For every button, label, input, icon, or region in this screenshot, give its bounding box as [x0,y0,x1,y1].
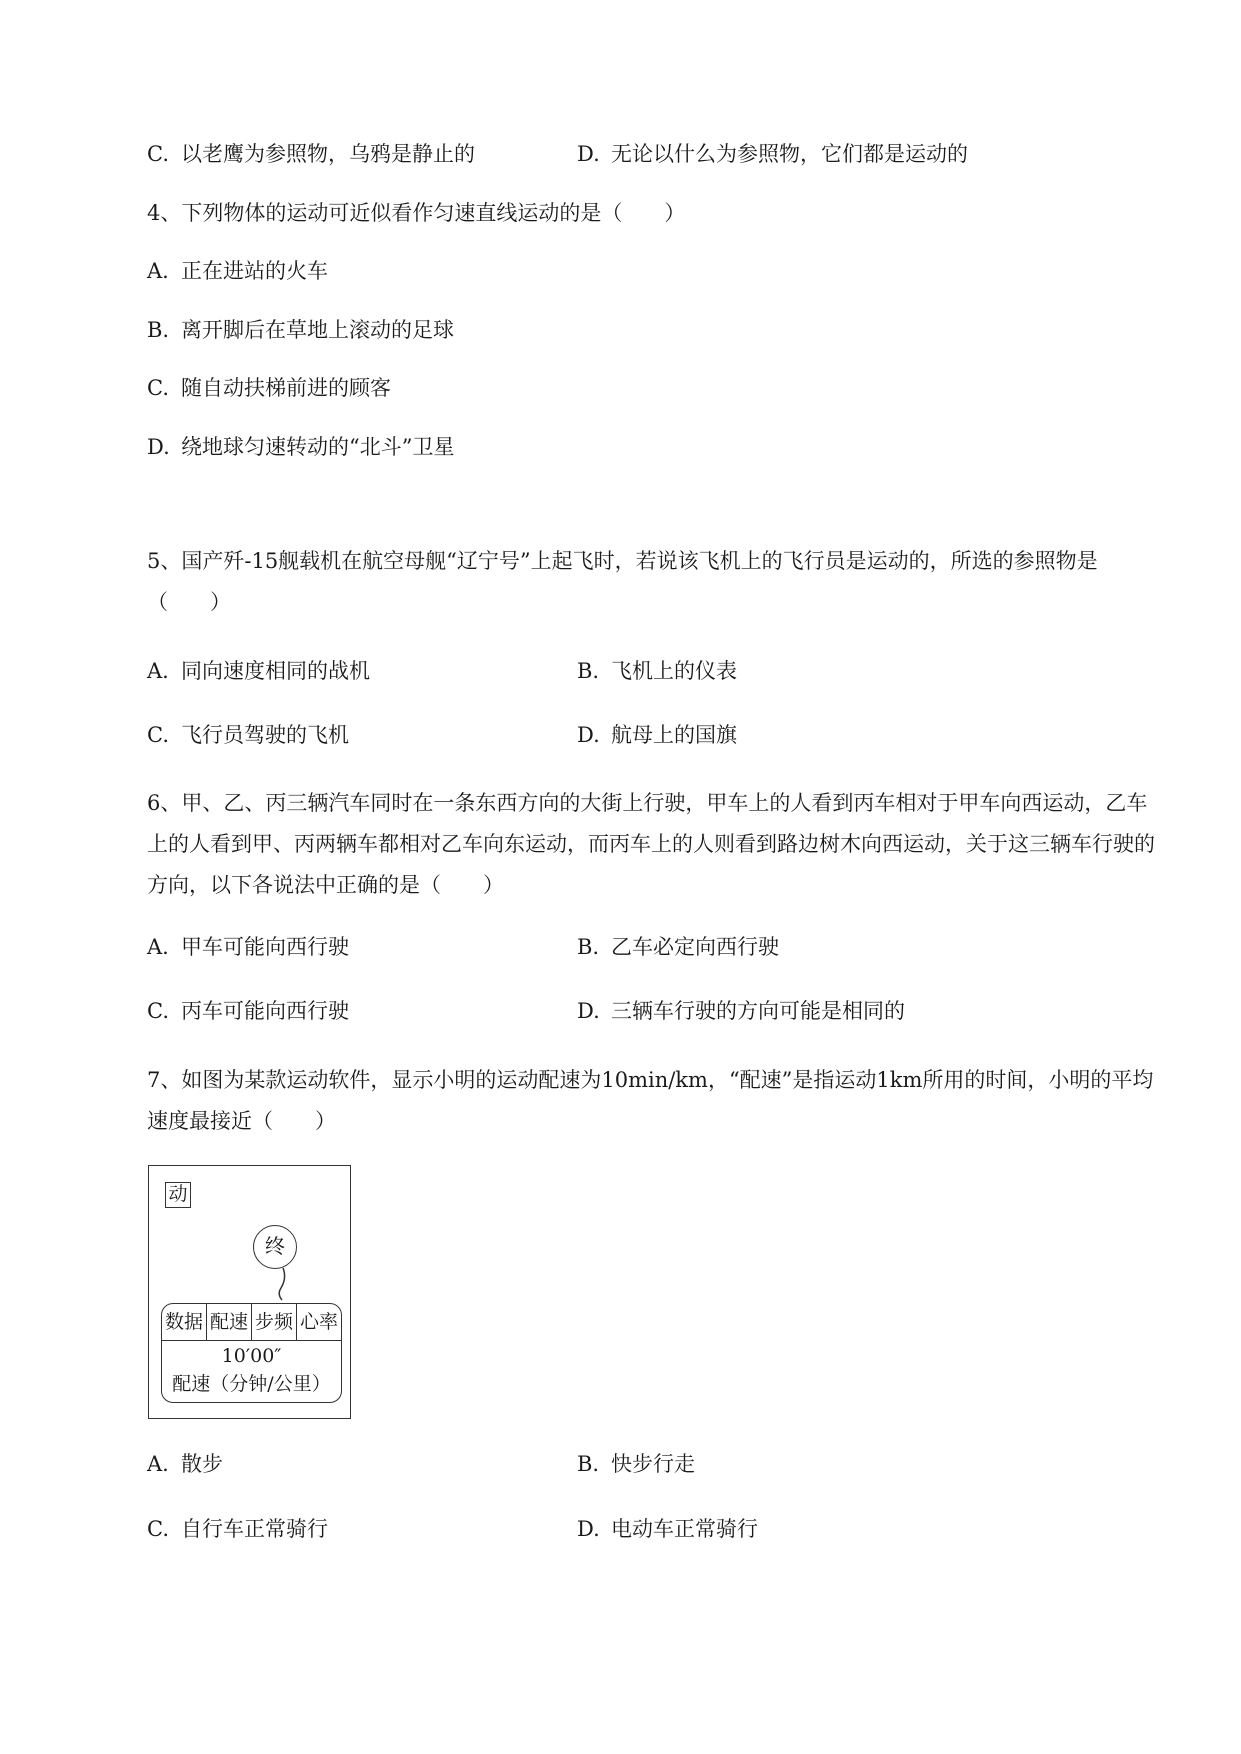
tab-data: 数据 [162,1304,207,1340]
option-letter: C. [147,999,169,1023]
option-letter: A. [147,935,169,959]
option-letter: D. [577,142,600,166]
option-text: 甲车可能向西行驶 [181,935,349,959]
option-text: 正在进站的火车 [181,259,328,283]
option-text: 电动车正常骑行 [611,1517,758,1541]
option-text: 绕地球匀速转动的“北斗”卫星 [181,435,455,459]
q5-option-b [577,657,737,685]
app-label-box: 动 [165,1182,191,1208]
option-text: 无论以什么为参照物，它们都是运动的 [611,142,968,166]
option-letter: B. [577,935,600,959]
option-text: 乙车必定向西行驶 [611,935,779,959]
q4-option-a [147,257,328,285]
option-text: 以老鹰为参照物，乌鸦是静止的 [181,142,475,166]
q6-option-a [147,933,349,961]
option-text: 离开脚后在草地上滚动的足球 [181,318,454,342]
option-text: 航母上的国旗 [611,723,737,747]
q6-option-d [577,997,905,1025]
option-text: 飞行员驾驶的飞机 [181,723,349,747]
tab-cadence: 步频 [252,1304,297,1340]
q4-option-b [147,316,454,344]
q6-option-c [147,997,349,1025]
q5-stem: 5、国产歼-15舰载机在航空母舰“辽宁号”上起飞时，若说该飞机上的飞行员是运动的，所选的参照物是（ ） [147,549,1098,614]
q5-option-a [147,657,370,685]
tab-pace: 配速 [207,1304,252,1340]
option-letter: A. [147,659,169,683]
q7-option-c [147,1515,328,1543]
option-letter: B. [147,318,170,342]
option-letter: A. [147,1452,169,1476]
option-letter: B. [577,1452,600,1476]
q7-option-d [577,1515,758,1543]
option-letter: D. [577,999,600,1023]
q3-option-c [147,140,475,168]
q4-option-c [147,374,391,402]
pace-value: 10′00″ [221,1345,282,1367]
q6-stem: 6、甲、乙、丙三辆汽车同时在一条东西方向的大街上行驶，甲车上的人看到丙车相对于甲车向西运动，乙车上的人看到甲、丙两辆车都相对乙车向东运动，而丙车上的人则看到路边树木向西运动，关于这三辆车行驶的方向，以下各说法中正确的是（ ） [147,791,1155,897]
pace-unit: 配速（分钟/公里） [172,1373,331,1395]
option-text: 同向速度相同的战机 [181,659,370,683]
q4-option-d [147,433,454,461]
option-letter: A. [147,259,169,283]
option-letter: C. [147,142,169,166]
q7-option-a [147,1450,223,1478]
option-letter: D. [147,435,170,459]
end-circle: 终 [253,1225,297,1269]
option-letter: C. [147,376,169,400]
panel-tabs [162,1304,341,1341]
option-text: 快步行走 [611,1452,695,1476]
option-text: 散步 [181,1452,223,1476]
option-text: 丙车可能向西行驶 [181,999,349,1023]
option-letter: C. [147,1517,169,1541]
q3-option-d [577,140,968,168]
option-text: 飞机上的仪表 [611,659,737,683]
tab-heart-rate: 心率 [299,1311,338,1333]
q5-option-c [147,721,349,749]
option-letter: C. [147,723,169,747]
q7-stem: 7、如图为某款运动软件，显示小明的运动配速为10min/km，“配速”是指运动1km所用的时间，小明的平均速度最接近（ ） [147,1068,1154,1133]
option-text: 自行车正常骑行 [181,1517,328,1541]
q4-stem: 4、下列物体的运动可近似看作匀速直线运动的是（ ） [147,201,686,225]
option-text: 三辆车行驶的方向可能是相同的 [611,999,905,1023]
option-letter: D. [577,723,600,747]
option-letter: D. [577,1517,600,1541]
data-panel [161,1303,342,1403]
q6-option-b [577,933,779,961]
option-letter: B. [577,659,600,683]
q5-option-d [577,721,737,749]
option-text: 随自动扶梯前进的顾客 [181,376,391,400]
pace-app-figure [148,1165,351,1419]
q7-option-b [577,1450,695,1478]
